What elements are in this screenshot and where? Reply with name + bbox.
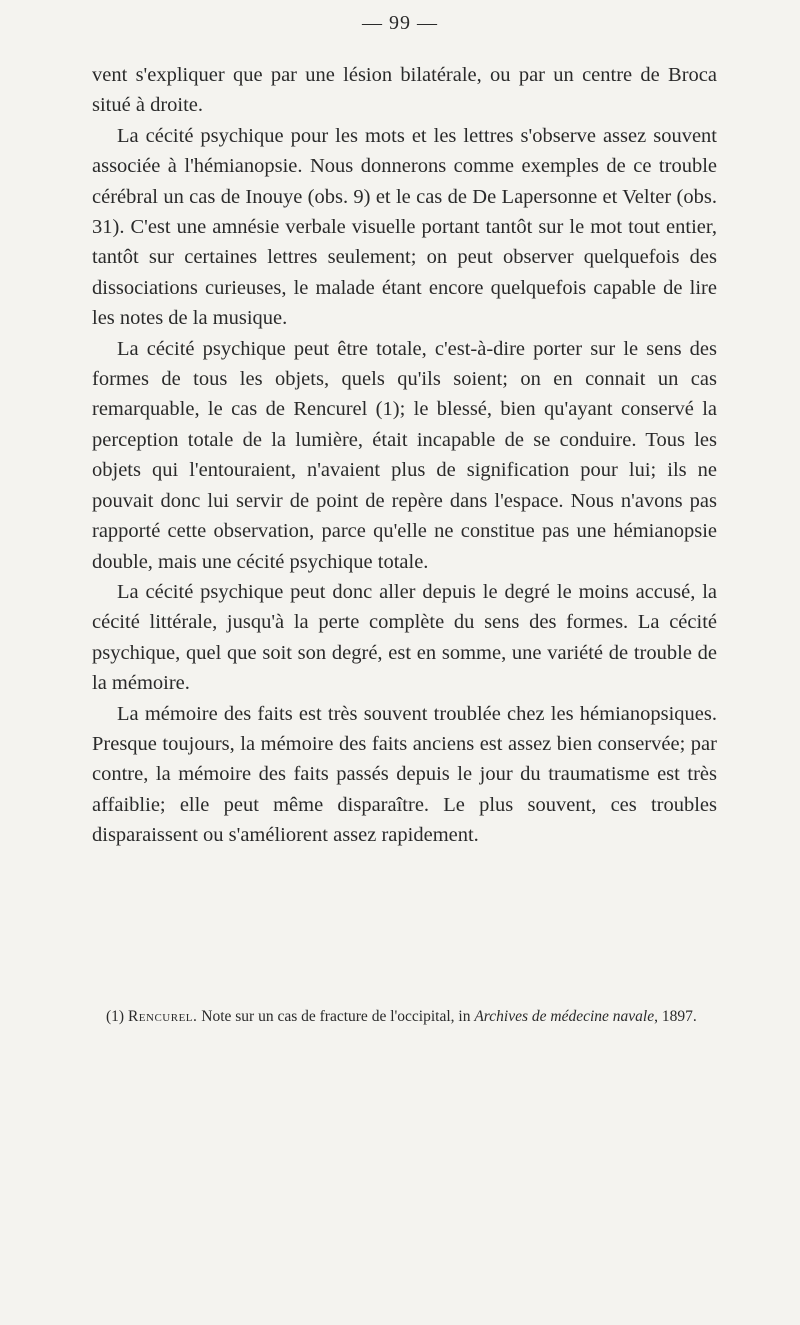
- footnote-marker: (1): [106, 1008, 128, 1025]
- paragraph-3: La cécité psychique peut être totale, c'est-à-dire porter sur le sens des formes de tous les objets, quels qu'ils soient; on en connait un cas remarquable, le cas de Rencurel (1); le blessé, bien qu'ayant conservé la perception totale de la lumière, était incapable de se conduire. Tous les objets qui l'entouraient, n'avaient plus de signification pour lui; ils ne pouvait donc lui servir de point de repère dans l'espace. Nous n'avons pas rapporté cette observation, parce qu'elle ne constitue pas une hémianopsie double, mais une cécité psychique totale.: [92, 337, 717, 573]
- footnote-journal: Archives de médecine navale: [474, 1008, 655, 1025]
- body-text: [92, 60, 717, 851]
- paragraph-4: La cécité psychique peut donc aller depuis le degré le moins accusé, la cécité littérale, jusqu'à la perte complète du sens des formes. La cécité psychique, quel que soit son degré, est en somme, une variété de trouble de la mémoire.: [92, 580, 717, 695]
- footnote-author: Rencurel.: [127, 1008, 198, 1025]
- footnotes: [92, 1006, 717, 1027]
- footnote-year: , 1897.: [654, 1008, 697, 1025]
- page-number: — 99 —: [362, 12, 438, 34]
- paragraph-5: La mémoire des faits est très souvent troublée chez les hémianopsiques. Presque toujours, la mémoire des faits anciens est assez bien conservée; par contre, la mémoire des faits passés depuis le jour du traumatisme est très affaiblie; elle peut même disparaître. Le plus souvent, ces troubles disparaissent ou s'améliorent assez rapidement.: [92, 702, 717, 847]
- paragraph-1: vent s'expliquer que par une lésion bilatérale, ou par un centre de Broca situé à droite.: [92, 64, 717, 117]
- footnote-1: [92, 1006, 717, 1027]
- footnote-text: Note sur un cas de fracture de l'occipital, in: [197, 1008, 475, 1025]
- paragraph-2: La cécité psychique pour les mots et les lettres s'observe assez souvent associée à l'hémianopsie. Nous donnerons comme exemples de ce trouble cérébral un cas de Inouye (obs. 9) et le cas de De Lapersonne et Velter (obs. 31). C'est une amnésie verbale visuelle portant tantôt sur le mot tout entier, tantôt sur certaines lettres seulement; on peut observer quelquefois des dissociations curieuses, le malade étant encore quelquefois capable de lire les notes de la musique.: [92, 124, 717, 330]
